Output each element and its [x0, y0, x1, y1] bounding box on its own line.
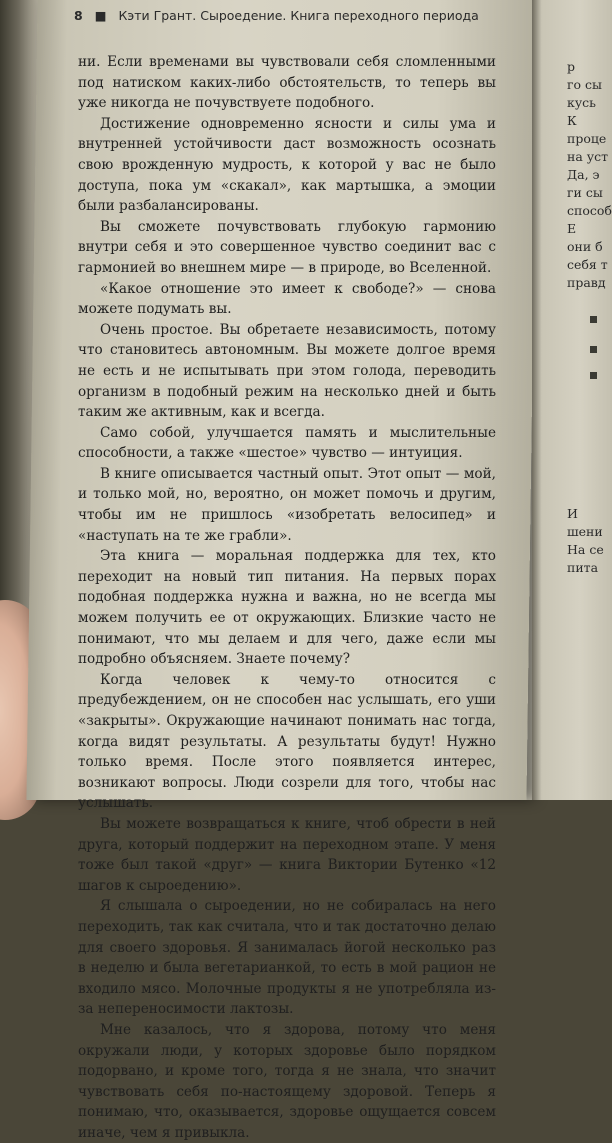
fragment-line: себя т	[567, 257, 608, 272]
running-header	[74, 8, 514, 30]
page-body-text	[78, 52, 496, 1141]
fragment-line: го сы	[567, 77, 602, 92]
paragraph: Когда человек к чему-то относится с предубеждением, он не способен нас услышать, его уши «закрыты». Окружающие начинают понимать нас тогда, когда видят результаты. А результаты будут! Нужно только время. После этого появляется интерес, возникают вопросы. Люди созрели для того, чтобы нас услышать.	[78, 671, 496, 812]
paragraph: Вы можете возвращаться к книге, чтоб обрести в ней друга, который поддержит на переходном этапе. У меня тоже был такой «друг» — книга Виктории Бутенко «12 шагов к сыроедению».	[78, 815, 496, 894]
bullet-marker	[590, 372, 597, 379]
fragment-line: На се	[567, 542, 604, 557]
running-title: Кэти Грант. Сыроедение. Книга переходного периода	[118, 8, 479, 23]
fragment-line: К	[567, 113, 577, 128]
fragment-line: Да, э	[567, 167, 600, 182]
paragraph: Вы сможете почувствовать глубокую гармонию внутри себя и это совершенное чувство соединит вас с гармонией во внешнем мире — в природе, во Вселенной.	[78, 218, 496, 276]
paragraph: Эта книга — моральная поддержка для тех, кто переходит на новый тип питания. На первых порах подобная поддержка нужна и важна, но не всегда мы можем получить ее от окружающих. Близкие часто не понимают, что мы делаем и для чего, даже если мы подробно объясняем. Знаете почему?	[78, 548, 496, 668]
fragment-line: р	[567, 59, 576, 74]
page-number: 8	[74, 8, 83, 23]
fragment-line: проце	[567, 131, 607, 146]
fragment-line: пита	[567, 560, 599, 575]
fragment-line: Е	[567, 221, 577, 236]
header-separator: ■	[94, 8, 107, 23]
fragment-line: кусь	[567, 95, 596, 110]
fragment-line: способ	[567, 203, 612, 218]
fragment-line: на уст	[567, 149, 609, 164]
paragraph: В книге описывается частный опыт. Этот опыт — мой, и только мой, но, вероятно, он может помочь и другим, чтобы им не пришлось «изобретать велосипед» и «наступать на те же грабли».	[78, 465, 496, 544]
fragment-line: шени	[567, 524, 603, 539]
paragraph: Очень простое. Вы обретаете независимость, потому что становитесь автономным. Вы можете долгое время не есть и не испытывать при этом голода, переводить организм в подобный режим на несколько дней и быть таким же активным, как и всегда.	[78, 321, 496, 421]
right-page-fragment-top	[567, 58, 612, 292]
fragment-line: И	[567, 506, 578, 521]
right-page-fragment-bottom	[567, 505, 607, 577]
bullet-marker	[590, 346, 597, 353]
bullet-marker	[590, 316, 597, 323]
paragraph: ни. Если временами вы чувствовали себя сломленными под натиском каких-либо обстоятельств, то теперь вы уже никогда не почувствуете подобного.	[78, 54, 496, 112]
fragment-line: ги сы	[567, 185, 603, 200]
fragment-line: правд	[567, 275, 606, 290]
paragraph: Само собой, улучшается память и мыслительные способности, а также «шестое» чувство — интуиция.	[78, 424, 496, 462]
paragraph: Мне казалось, что я здорова, потому что меня окружали люди, у которых здоровье было порядком подорвано, и кроме того, тогда я не знала, что значит чувствовать себя по-настоящему здоровой. Теперь я понимаю, что, оказывается, здоровье ощущается совсем иначе, чем я привыкла.	[78, 1021, 496, 1141]
paragraph: Достижение одновременно ясности и силы ума и внутренней устойчивости даст возможность осознать свою врожденную мудрость, к которой у вас не было доступа, пока ум «скакал», как мартышка, а эмоции были разбалансированы.	[78, 115, 496, 215]
paragraph: «Какое отношение это имеет к свободе?» — снова можете подумать вы.	[78, 280, 496, 318]
fragment-line: они б	[567, 239, 603, 254]
paragraph: Я слышала о сыроедении, но не собиралась на него переходить, так как считала, что и так достаточно делаю для своего здоровья. Я занималась йогой несколько раз в неделю и была вегетарианкой, то есть в мой рацион не входило мясо. Молочные продукты я не употребляла из-за непереносимости лактозы.	[78, 898, 496, 1018]
